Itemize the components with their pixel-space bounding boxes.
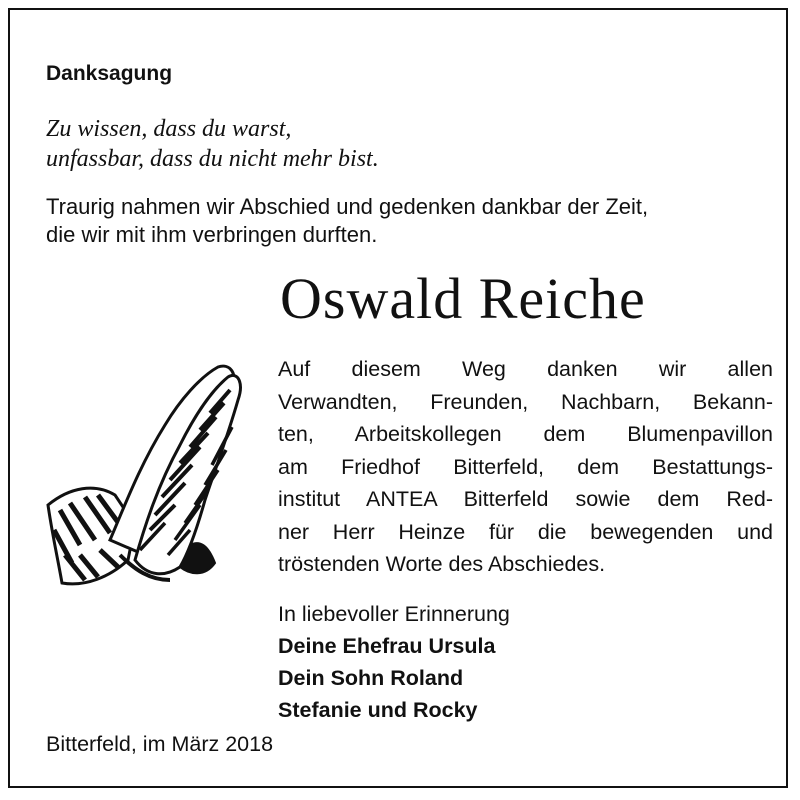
thanks-line: am Friedhof Bitterfeld, dem Bestattungs-	[278, 454, 773, 479]
place-date: Bitterfeld, im März 2018	[46, 732, 274, 756]
intro-line-2: die wir mit ihm verbringen durften.	[46, 222, 378, 247]
intro-text	[46, 193, 648, 249]
praying-hands-icon	[40, 355, 245, 590]
thanks-line: Verwandten, Freunden, Nachbarn, Bekann-	[278, 389, 773, 414]
obituary-notice	[8, 8, 788, 788]
signatory: Stefanie und Rocky	[278, 698, 478, 722]
thanks-line: tröstenden Worte des Abschiedes.	[278, 552, 606, 576]
signatory: Deine Ehefrau Ursula	[278, 634, 496, 658]
deceased-name: Oswald Reiche	[280, 266, 646, 331]
memory-intro: In liebevoller Erinnerung	[278, 602, 510, 626]
signature-block	[278, 598, 510, 726]
poem-line-1: Zu wissen, dass du warst,	[46, 116, 292, 142]
thanks-line: ner Herr Heinze für die bewegenden und	[278, 519, 773, 544]
thanks-line: institut ANTEA Bitterfeld sowie dem Red-	[278, 487, 773, 511]
intro-line-1: Traurig nahmen wir Abschied und gedenken dankbar der Zeit,	[46, 194, 649, 219]
thanks-line: ten, Arbeitskollegen dem Blumenpavillon	[278, 422, 773, 446]
notice-heading: Danksagung	[46, 62, 173, 85]
poem-line-2: unfassbar, dass du nicht mehr bist.	[46, 146, 379, 172]
signatory: Dein Sohn Roland	[278, 666, 464, 690]
thanks-line: Auf diesem Weg danken wir allen	[278, 357, 773, 381]
thanks-text	[278, 353, 773, 581]
poem	[46, 114, 379, 174]
